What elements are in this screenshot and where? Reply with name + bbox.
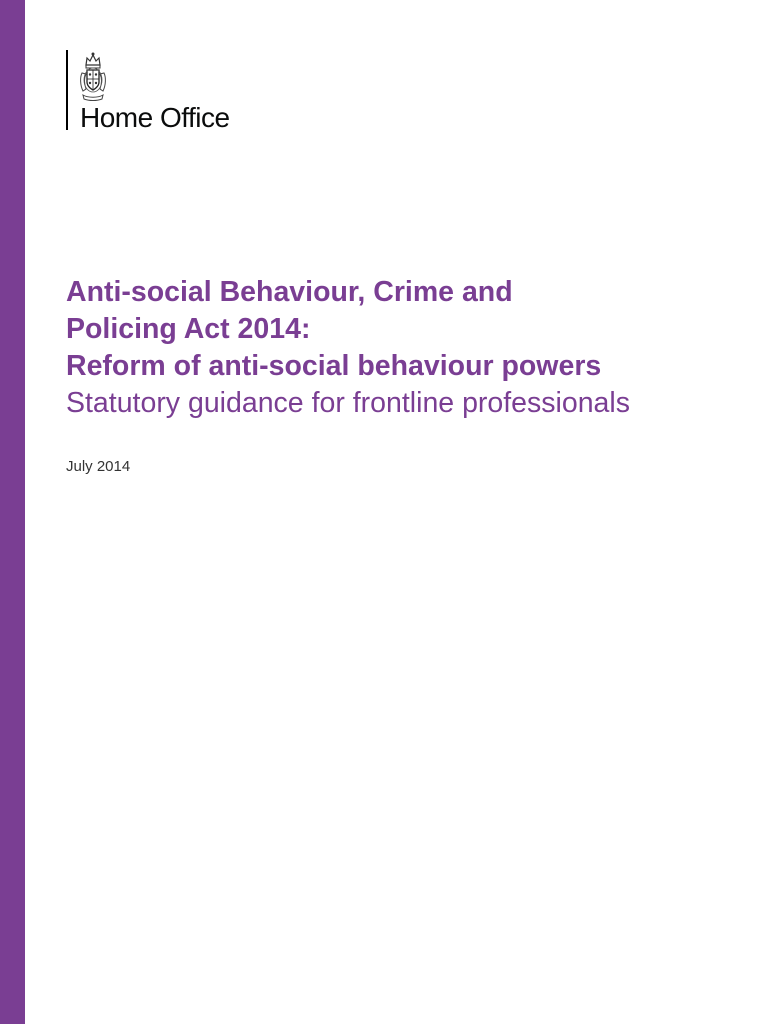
title-line-1: Anti-social Behaviour, Crime and [66, 276, 513, 308]
home-office-logo [66, 50, 276, 133]
publication-date: July 2014 [66, 458, 131, 475]
department-name: Home Office [80, 102, 230, 133]
document-title-block [66, 274, 756, 422]
title-line-3: Reform of anti-social behaviour powers [66, 350, 602, 382]
royal-coat-of-arms-icon [78, 51, 108, 101]
document-subtitle: Statutory guidance for frontline professionals [66, 387, 630, 419]
logo-divider-rule [66, 50, 68, 130]
title-line-2: Policing Act 2014: [66, 313, 311, 345]
accent-side-bar [0, 0, 25, 1024]
